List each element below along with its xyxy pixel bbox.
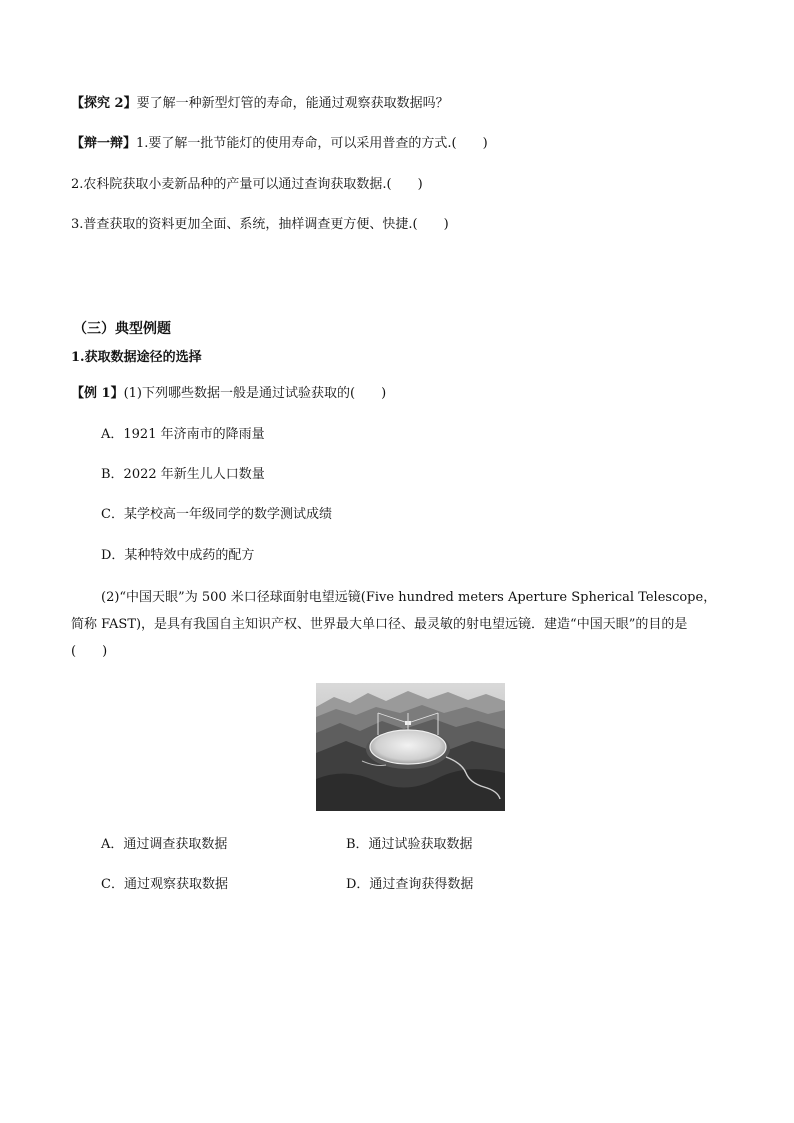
explore-2-label: 【探究 2】 — [71, 96, 137, 111]
q2-option-b: B．通过试验获取数据 — [346, 837, 473, 852]
example-1-question-1 — [71, 385, 386, 403]
q2-option-a: A．通过调查获取数据 — [101, 837, 228, 852]
debate-item-2: 2.农科院获取小麦新品种的产量可以通过查询获取数据.( ) — [71, 177, 423, 192]
section-title: （三）典型例题 — [73, 321, 171, 337]
q2-option-c: C．通过观察获取数据 — [101, 877, 228, 892]
q1-option-c: C．某学校高一年级同学的数学测试成绩 — [101, 507, 332, 522]
debate-label: 【辩一辩】 — [71, 136, 137, 151]
q1-option-a: A．1921 年济南市的降雨量 — [101, 427, 265, 442]
debate-item-3: 3.普查获取的资料更加全面、系统，抽样调查更方便、快捷.( ) — [71, 217, 449, 232]
example-1-label: 【例 1】 — [71, 386, 124, 401]
q1-option-b: B．2022 年新生儿人口数量 — [101, 467, 265, 482]
q2-option-d: D．通过查询获得数据 — [346, 877, 474, 892]
example-1-question-2: (2)“中国天眼”为 500 米口径球面射电望远镜(Five hundred meters Aperture Spherical Telescope，简称 FAST)，是具有我国自主知识产权、世界最大单口径、最灵敏的射电望远镜．建造“中国天眼”的目的是( ) — [71, 590, 717, 659]
fast-telescope-photo — [316, 683, 505, 811]
section-subtitle: 1.获取数据途径的选择 — [71, 350, 202, 365]
explore-2 — [71, 95, 449, 113]
explore-2-text: 要了解一种新型灯管的寿命，能通过观察获取数据吗？ — [136, 96, 449, 111]
example-1-question-1-text: (1)下列哪些数据一般是通过试验获取的( ) — [123, 386, 387, 401]
q1-option-d: D．某种特效中成药的配方 — [101, 548, 255, 563]
debate-item-1-text: 1.要了解一批节能灯的使用寿命，可以采用普查的方式.( ) — [136, 136, 488, 151]
debate-item-1 — [71, 135, 488, 153]
